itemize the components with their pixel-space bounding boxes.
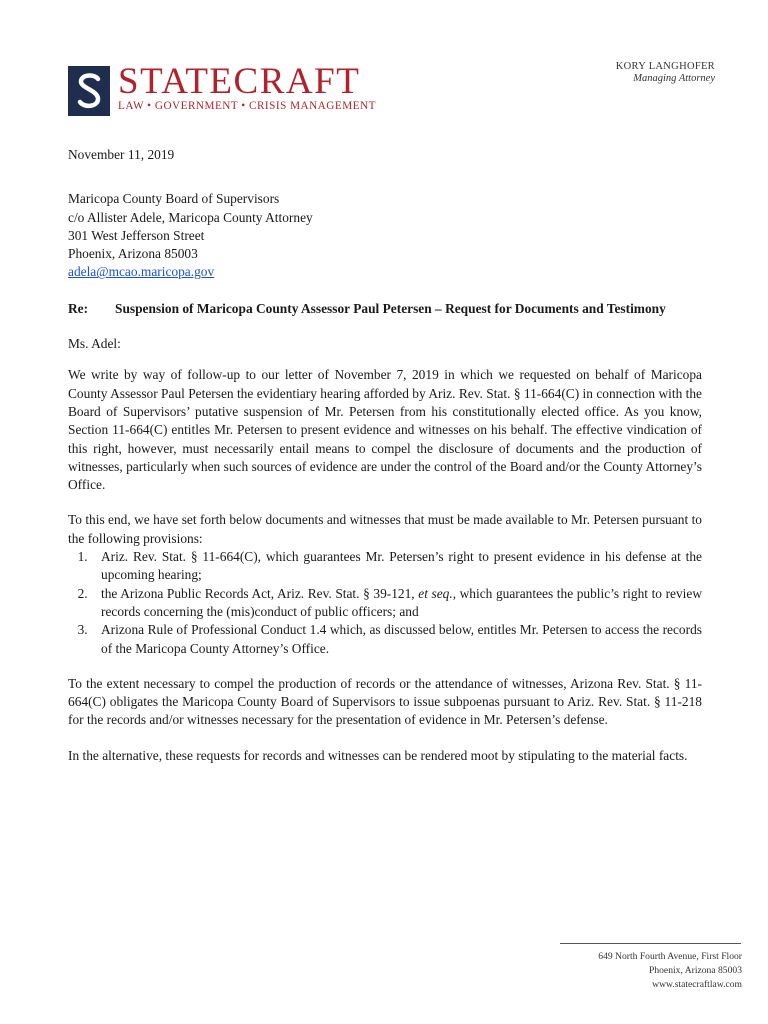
list-item-text: Arizona Rule of Professional Conduct 1.4 which, as discussed below, entitles Mr. Petersen to access the records of the Maricopa County Attorney’s Office. [101,622,702,656]
list-item [91,621,702,658]
re-label: Re: [68,300,89,316]
list-item [91,548,702,585]
statecraft-s-logo-icon [68,66,110,116]
firm-tagline: LAW • GOVERNMENT • CRISIS MANAGEMENT [118,100,376,112]
list-item-text: the Arizona Public Records Act, Ariz. Rev. Stat. § 39-121, [101,585,419,601]
author-title: Managing Attorney [633,73,715,84]
recipient-line: 301 West Jefferson Street [68,227,205,243]
footer-address [598,950,742,992]
footer-website-link[interactable]: www.statecraftlaw.com [652,979,742,990]
paragraph-4: In the alternative, these requests for records and witnesses can be rendered moot by stipulating to the material facts. [68,747,688,763]
author-name: KORY LANGHOFER [615,61,715,72]
firm-name: STATECRAFT [118,61,361,102]
firm-logo [68,61,398,118]
paragraph-1: We write by way of follow-up to our letter of November 7, 2019 in which we requested on behalf of Maricopa County Assessor Paul Petersen the evidentiary hearing afforded by Ariz. Rev. Stat. § 11-664(C) in connection with the Board of Supervisors’ putative suspension of Mr. Petersen from his constitutionally elected office. As you know, Section 11-664(C) entitles Mr. Petersen to present evidence and witnesses on his behalf. The effective vindication of this right, however, must necessarily entail means to compel the disclosure of documents and the production of witnesses, particularly when such sources of evidence are under the control of the Board and/or the County Attorney’s Office. [68,367,702,493]
list-item [91,585,702,622]
subject-line [68,300,702,318]
salutation: Ms. Adel: [68,336,121,352]
list-item-italic-text: et seq. [418,585,453,601]
paragraph-2-intro: To this end, we have set forth below documents and witnesses that must be made available to Mr. Petersen pursuant to the following provisions: [68,512,702,546]
recipient-line: Phoenix, Arizona 85003 [68,246,198,262]
recipient-line: c/o Allister Adele, Maricopa County Attorney [68,209,313,225]
provisions-list [68,548,702,658]
footer-address-line: Phoenix, Arizona 85003 [649,964,742,976]
paragraph-3: To the extent necessary to compel the production of records or the attendance of witnesses, Arizona Rev. Stat. § 11-664(C) obligates the Maricopa County Board of Supervisors to issue subpoenas pursuant to Ariz. Rev. Stat. § 11-218 for the records and/or witnesses necessary for the presentation of evidence in Mr. Petersen’s defense. [68,675,702,728]
recipient-block [68,190,702,281]
footer-divider [560,943,741,944]
recipient-line: Maricopa County Board of Supervisors [68,191,280,207]
letter-date: November 11, 2019 [68,147,175,162]
recipient-email-link[interactable]: adela@mcao.maricopa.gov [68,264,215,280]
list-item-text: , which guarantees the public’s right to review records concerning the (mis)conduct of public officers; and [101,585,703,619]
letter-body [68,146,702,765]
author-block [616,61,715,85]
subject-text: Suspension of Maricopa County Assessor Paul Petersen – Request for Documents and Testimony [115,300,666,316]
list-item-text: Ariz. Rev. Stat. § 11-664(C), which guarantees Mr. Petersen’s right to present evidence in his defense at the upcoming hearing; [101,549,702,583]
footer-address-line: 649 North Fourth Avenue, First Floor [598,951,742,962]
